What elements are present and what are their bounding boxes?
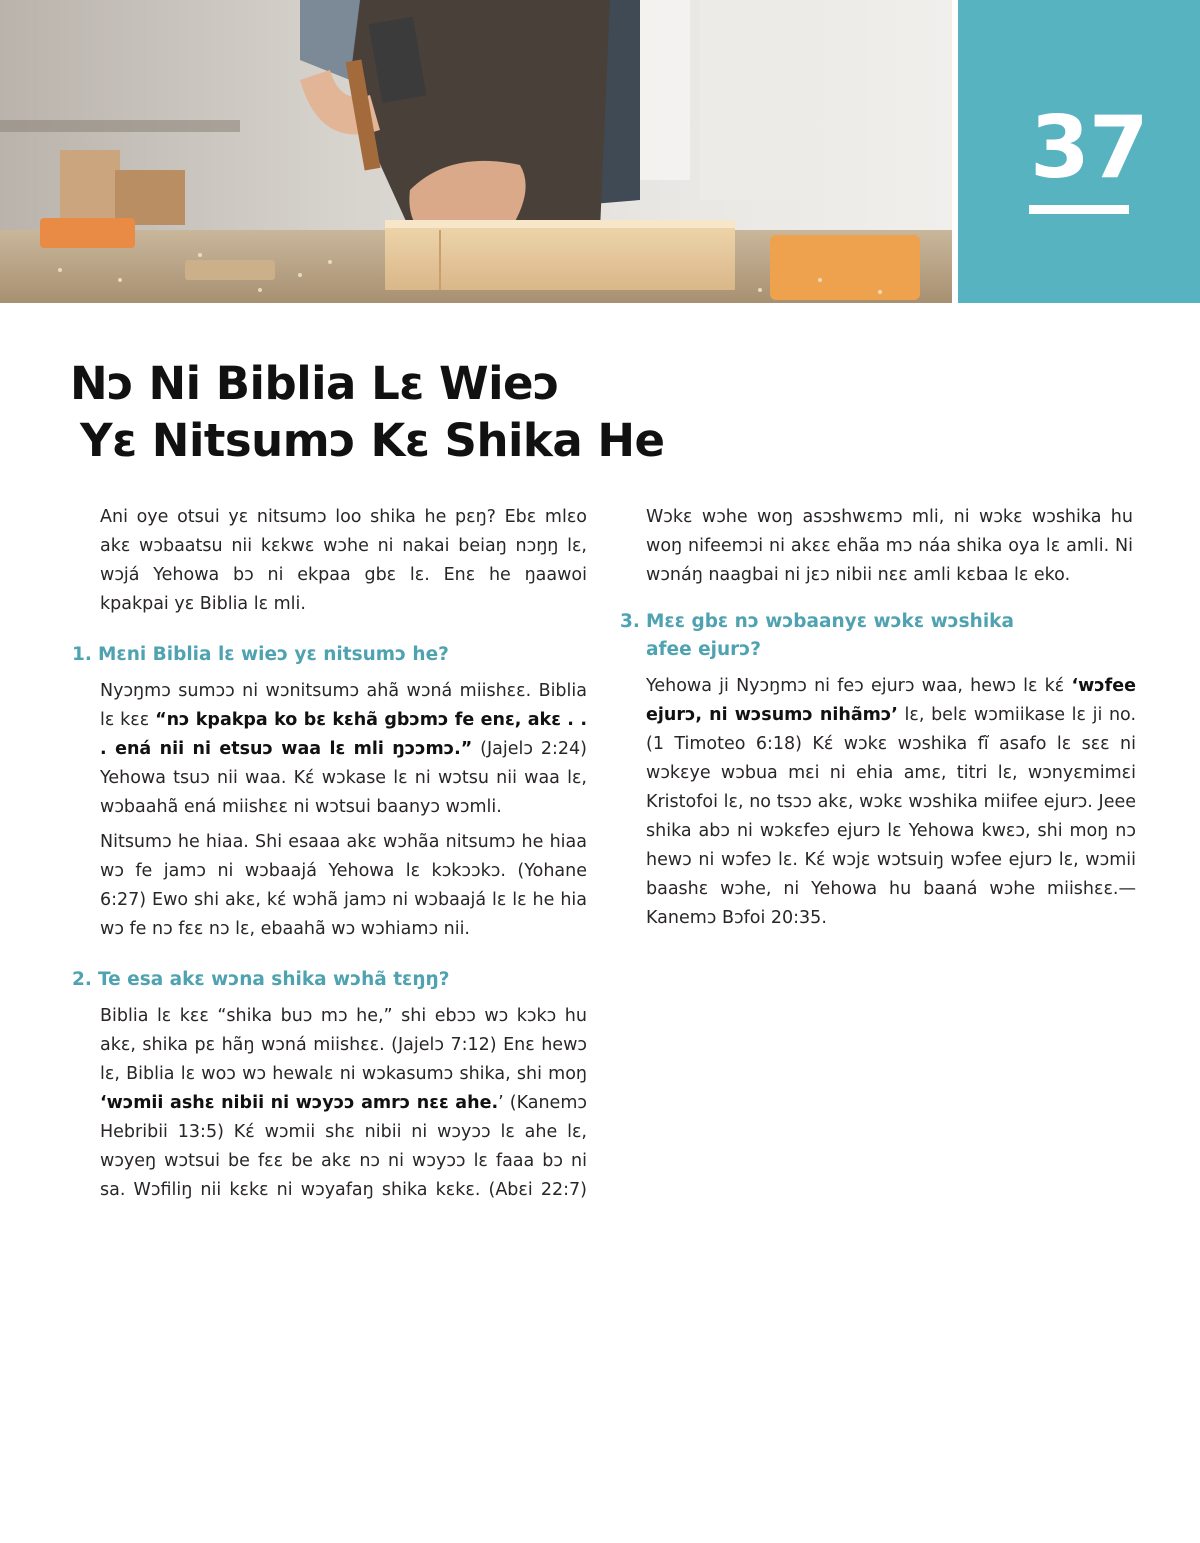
section-2-p1-text-b: Wɔkɛ wɔhe woŋ asɔshwɛmɔ mli, ni wɔkɛ wɔshika hu woŋ nifeemɔi ni akɛɛ ehãa mɔ náa shika oya lɛ amli. Ni wɔnáŋ naagbai ni jɛɔ nibii nɛɛ amli kɛbaa lɛ eko. bbox=[646, 507, 1133, 585]
question-3 bbox=[620, 608, 1136, 664]
section-1-p1-text-a: Nyɔŋmɔ sumɔɔ ni wɔnitsumɔ ahã wɔná miishɛɛ. Biblia lɛ kɛɛ bbox=[100, 681, 587, 730]
lesson-number-panel bbox=[958, 0, 1200, 303]
question-1-number: 1. bbox=[72, 644, 92, 665]
section-2-paragraph-1-part-1 bbox=[100, 1002, 587, 1205]
page-title-line-2: Yɛ Nitsumɔ Kɛ Shika He bbox=[80, 414, 665, 467]
question-2-text: Te esa akɛ wɔna shika wɔhã tɛŋŋ? bbox=[98, 969, 450, 990]
section-2-paragraph-1-part-2 bbox=[646, 503, 1136, 590]
section-1-p1-scripture-quote: “nɔ kpakpa ko bɛ kɛhã gbɔmɔ fe enɛ, akɛ . . . ená nii ni etsuɔ waa lɛ mli ŋɔɔmɔ.” bbox=[100, 710, 587, 759]
page-title-line-1: Nɔ Ni Biblia Lɛ Wieɔ bbox=[70, 357, 560, 410]
lesson-number-underline bbox=[1029, 205, 1129, 214]
lesson-number: 37 bbox=[1030, 98, 1148, 198]
carpenter-illustration bbox=[0, 0, 952, 303]
question-3-text-line-2: afee ejurɔ? bbox=[646, 639, 761, 660]
question-1-text: Mɛni Biblia lɛ wieɔ yɛ nitsumɔ he? bbox=[98, 644, 449, 665]
hero-photo bbox=[0, 0, 952, 303]
section-2-paragraph-1-continued bbox=[646, 503, 1133, 590]
question-2-number: 2. bbox=[72, 969, 92, 990]
section-1-p1-text-b: (Jajelɔ 2:24) Yehowa tsuɔ nii waa. Kɛ́ wɔkase lɛ ni wɔtsu nii waa lɛ, wɔbaahã ená miishɛɛ ni wɔtsui baanyɔ wɔmli. bbox=[100, 739, 587, 817]
section-1-paragraph-2: Nitsumɔ he hiaa. Shi esaaa akɛ wɔhãa nitsumɔ he hiaa wɔ fe jamɔ ni wɔbaajá Yehowa lɛ kɔkɔɔkɔ. (Yohane 6:27) Ewo shi akɛ, kɛ́ wɔhã jamɔ ni wɔbaajá lɛ lɛ he hia wɔ fe nɔ fɛɛ nɔ lɛ, ebaahã wɔ wɔhiamɔ nii. bbox=[100, 832, 587, 939]
section-3-p1-scripture-quote: ‘wɔfee ejurɔ, ni wɔsumɔ nihãmɔ’ bbox=[646, 676, 1136, 725]
section-2-paragraph-1 bbox=[100, 1002, 587, 1205]
question-3-number: 3. bbox=[620, 611, 640, 632]
section-3-p1-text-b: lɛ, belɛ wɔmiikase lɛ ji no. (1 Timoteo 6:18) Kɛ́ wɔkɛ wɔshika fĩ asafo lɛ sɛɛ ni wɔkɛye wɔbua mɛi ni ehia amɛ, titri lɛ, wɔnyɛmimɛi Kristofoi lɛ, no tsɔɔ akɛ, wɔkɛ wɔshika miifee ejurɔ. Jeee shika abɔ ni wɔkɛfeɔ ejurɔ lɛ Yehowa kwɛɔ, shi moŋ nɔ hewɔ ni wɔfeɔ lɛ. Kɛ́ wɔjɛ wɔtsuiŋ wɔfee ejurɔ lɛ, wɔmii baashɛ wɔhe, ni Yehowa hu baaná wɔhe miishɛɛ.—Kanemɔ Bɔfoi 20:35. bbox=[646, 705, 1137, 928]
right-column bbox=[620, 503, 1137, 939]
intro-paragraph: Ani oye otsui yɛ nitsumɔ loo shika he pɛŋ? Ebɛ mlɛo akɛ wɔbaatsu nii kɛkwɛ wɔhe ni nakai beiaŋ nɔŋŋ lɛ, wɔjá Yehowa bɔ ni ekpaa gbɛ lɛ. Enɛ he ŋaawoi kpakpai yɛ Biblia lɛ mli. bbox=[100, 507, 587, 614]
section-3-p1-text-a: Yehowa ji Nyɔŋmɔ ni feɔ ejurɔ waa, hewɔ lɛ kɛ́ bbox=[646, 676, 1072, 696]
question-2 bbox=[72, 966, 587, 994]
left-column bbox=[72, 503, 587, 1205]
page-title bbox=[70, 355, 770, 469]
question-3-text-line-1: Mɛɛ gbɛ nɔ wɔbaanyɛ wɔkɛ wɔshika bbox=[646, 611, 1014, 632]
section-2-p1-scripture-quote: ‘wɔmii ashɛ nibii ni wɔyɔɔ amrɔ nɛɛ ahe. bbox=[100, 1093, 499, 1113]
section-1-paragraph-1 bbox=[100, 677, 587, 822]
section-2-p1-text-b: ’ (Kanemɔ Hebribii 13:5) Kɛ́ wɔmii shɛ nibii ni wɔyɔɔ lɛ ahe lɛ, wɔyeŋ wɔtsui be fɛɛ be akɛ nɔ ni wɔyɔɔ lɛ faaa bɔ ni sa. Wɔfiliŋ nii kɛkɛ ni wɔyafaŋ shika kɛkɛ. (Abɛi 22:7) bbox=[100, 1093, 587, 1200]
question-1 bbox=[72, 641, 587, 669]
section-3-paragraph-1 bbox=[646, 672, 1136, 933]
section-2-p1-text-a: Biblia lɛ kɛɛ “shika buɔ mɔ he,” shi ebɔɔ wɔ kɔkɔ hu akɛ, shika pɛ hãŋ wɔná miishɛɛ. (Jajelɔ 7:12) Enɛ hewɔ lɛ, Biblia lɛ woɔ wɔ hewalɛ ni wɔkasumɔ shika, shi moŋ bbox=[100, 1006, 587, 1084]
